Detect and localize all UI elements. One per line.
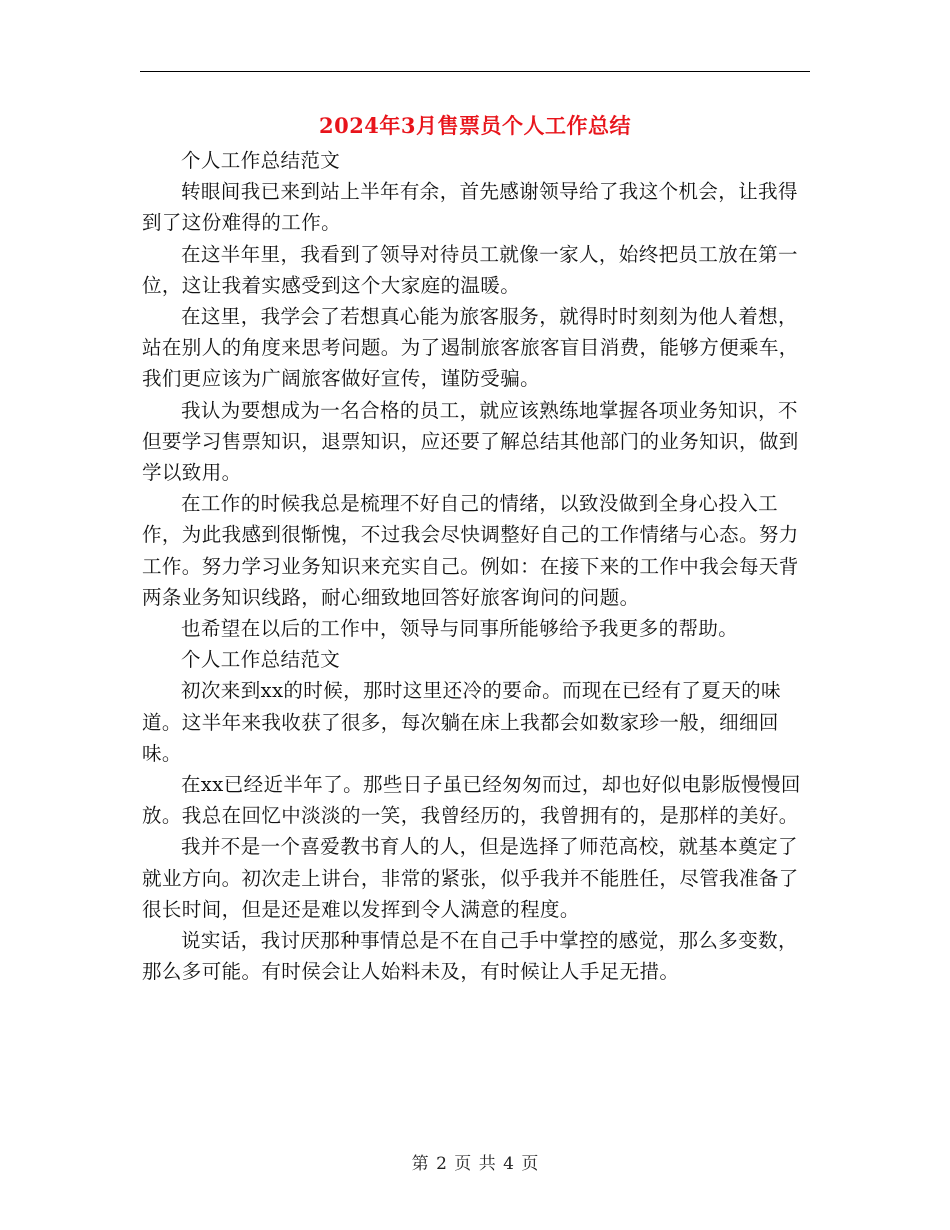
document-title: 2024年3月售票员个人工作总结	[318, 113, 632, 138]
paragraph: 我并不是一个喜爱教书育人的人，但是选择了师范高校，就基本奠定了就业方向。初次走上讲台，非常的紧张，似乎我并不能胜任，尽管我准备了很长时间，但是还是难以发挥到令人满意的程度。	[142, 835, 799, 921]
paragraph: 初次来到xx的时候，那时这里还冷的要命。而现在已经有了夏天的味道。这半年来我收获了很多，每次躺在床上我都会如数家珍一般，细细回味。	[142, 679, 781, 765]
paragraph: 也希望在以后的工作中，领导与同事所能够给予我更多的帮助。	[181, 617, 739, 641]
paragraph: 个人工作总结范文	[181, 648, 341, 672]
paragraph: 在xx已经近半年了。那些日子虽已经匆匆而过，却也好似电影版慢慢回放。我总在回忆中淡淡的一笑，我曾经历的，我曾拥有的，是那样的美好。	[142, 773, 801, 828]
header-rule	[140, 71, 810, 72]
page-number: 第 2 页 共 4 页	[411, 1154, 539, 1174]
paragraph: 在工作的时候我总是梳理不好自己的情绪，以致没做到全身心投入工作，为此我感到很惭愧，不过我会尽快调整好自己的工作情绪与心态。努力工作。努力学习业务知识来充实自己。例如：在接下来的工作中我会每天背两条业务知识线路，耐心细致地回答好旅客询问的问题。	[142, 492, 799, 609]
paragraph: 在这半年里，我看到了领导对待员工就像一家人，始终把员工放在第一位，这让我着实感受到这个大家庭的温暖。	[142, 242, 798, 297]
paragraph: 我认为要想成为一名合格的员工，就应该熟练地掌握各项业务知识，不但要学习售票知识，退票知识，应还要了解总结其他部门的业务知识，做到学以致用。	[142, 398, 799, 485]
paragraph: 说实话，我讨厌那种事情总是不在自己手中掌控的感觉，那么多变数，那么多可能。有时侯会让人始料未及，有时候让人手足无措。	[142, 929, 798, 984]
paragraph: 在这里，我学会了若想真心能为旅客服务，就得时时刻刻为他人着想，站在别人的角度来思考问题。为了遏制旅客旅客盲目消费，能够方便乘车，我们更应该为广阔旅客做好宣传，谨防受骗。	[142, 305, 799, 391]
paragraph: 个人工作总结范文	[181, 149, 341, 172]
paragraph: 转眼间我已来到站上半年有余，首先感谢领导给了我这个机会，让我得到了这份难得的工作。	[142, 180, 798, 235]
document-body	[142, 145, 810, 987]
